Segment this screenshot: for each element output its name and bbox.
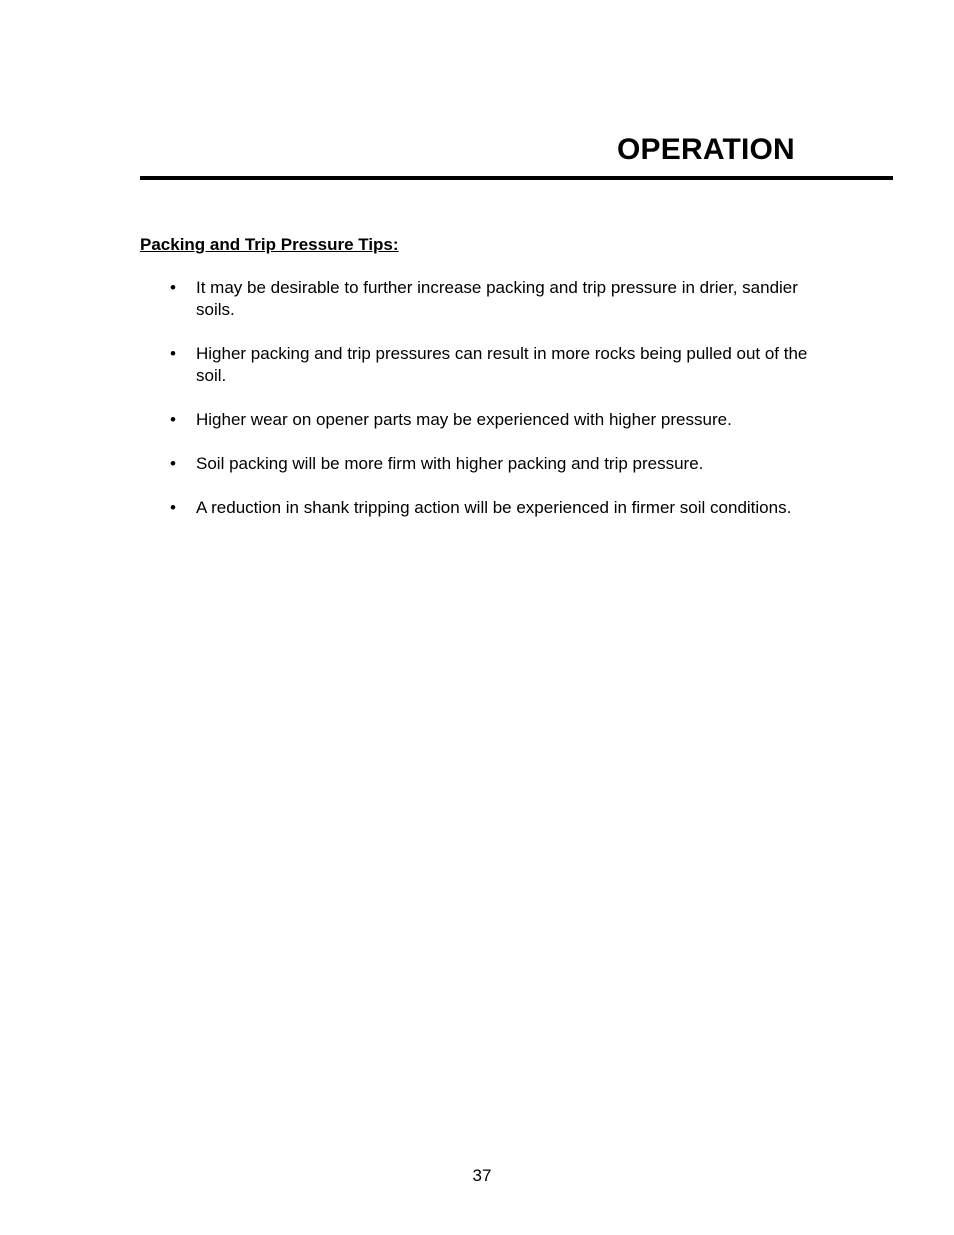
tip-text: Soil packing will be more firm with higher packing and trip pressure.	[196, 454, 704, 473]
tip-text: A reduction in shank tripping action will be experienced in firmer soil conditions.	[196, 498, 792, 517]
list-item	[140, 343, 820, 387]
bullet-icon: •	[170, 278, 176, 297]
page-header-title: OPERATION	[617, 133, 795, 166]
list-item	[140, 453, 820, 475]
tips-list	[140, 277, 820, 541]
list-item	[140, 409, 820, 431]
tip-text: It may be desirable to further increase packing and trip pressure in drier, sandier soils.	[196, 278, 798, 319]
list-item	[140, 277, 820, 321]
header-rule	[140, 176, 893, 180]
page-number: 37	[472, 1166, 492, 1185]
tip-text: Higher wear on opener parts may be experienced with higher pressure.	[196, 410, 732, 429]
list-item	[140, 497, 820, 519]
bullet-icon: •	[170, 344, 176, 363]
section-heading: Packing and Trip Pressure Tips:	[140, 235, 399, 254]
bullet-icon: •	[170, 498, 176, 517]
tip-text: Higher packing and trip pressures can result in more rocks being pulled out of the soil.	[196, 344, 808, 385]
bullet-icon: •	[170, 454, 176, 473]
bullet-icon: •	[170, 410, 176, 429]
